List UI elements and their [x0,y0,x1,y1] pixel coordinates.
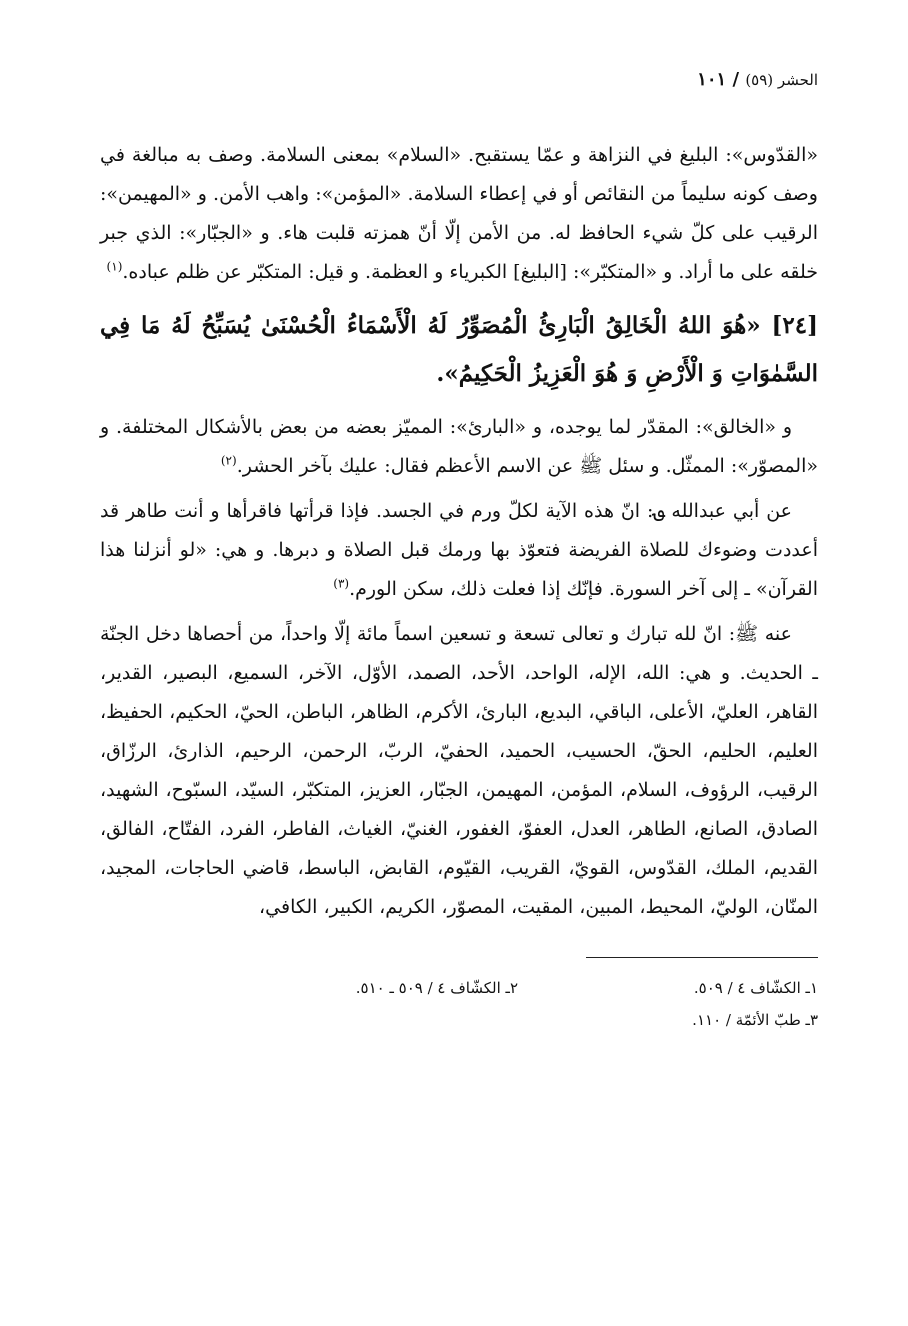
page [100,60,818,1036]
paragraph-4 [100,492,818,609]
page-number: / ١٠١ [697,69,740,90]
paragraph-text: «القدّوس»: البليغ في النزاهة و عمّا يستقبح. «السلام» بمعنى السلامة. وصف به مبالغة في وصف كونه سليماً من النقائص أو في إعطاء السلامة. «المؤمن»: واهب الأمن. و «المهيمن»: الرقيب على كلّ شيء الحافظ له. من الأمن إلّا أنّ همزته قلبت هاء. و «الجبّار»: الذي جبر خلقه على ما أراد. و «المتكبّر»: [البليغ] الكبرياء و العظمة. و قيل: المتكبّر عن ظلم عباده. [100,144,818,283]
paragraph-text: عن أبي عبدالله ؈: انّ هذه الآية لكلّ ورم في الجسد. فإذا قرأتها فاقرأها و أنت طاهر قد أعددت وضوءك للصلاة الفريضة فتعوّذ بها ورمك قبل الصلاة و دبرها. و هي: «لو أنزلنا هذا القرآن» ـ إلى آخر السورة. فإنّك إذا فعلت ذلك، سكن الورم. [100,500,818,600]
quran-verse [100,302,818,398]
footnote-row [100,1004,818,1036]
paragraph-3 [100,408,818,486]
footnote-ref: (٣) [333,576,350,591]
running-head-surah: الحشر (٥٩) [745,71,818,89]
paragraph-5 [100,615,818,927]
paragraph-1 [100,136,818,292]
verse-text: [٢٤] «هُوَ اللهُ الْخَالِقُ الْبَارِئُ الْمُصَوِّرُ لَهُ الْأَسْمَاءُ الْحُسْنَىٰ يُسَبِّحُ لَهُ مَا فِي السَّمٰوَاتِ وَ الْأَرْضِ وَ هُوَ الْعَزِيزُ الْحَكِيمُ». [100,312,818,387]
footnote-3: ٣ـ طبّ الأئمّة / ١١٠. [692,1011,818,1029]
paragraph-text: عنه ﷺ: انّ لله تبارك و تعالى تسعة و تسعين اسماً مائة إلّا واحداً، من أحصاها دخل الجنّة ـ الحديث. و هي: الله، الإله، الواحد، الأحد، الصمد، الأوّل، الآخر، السميع، البصير، القدير، القاهر، العليّ، الأعلى، الباقي، البديع، البارئ، الأكرم، الظاهر، الباطن، الحيّ، الحكيم، الحفيظ، العليم، الحليم، الحقّ، الحسيب، الحميد، الحفيّ، الربّ، الرحمن، الرحيم، الذارئ، الرزّاق، الرقيب، الرؤوف، السلام، المؤمن، المهيمن، الجبّار، العزيز، المتكبّر، السيّد، السبّوح، الشهيد، الصادق، الصانع، الطاهر، العدل، العفوّ، الغفور، الغنيّ، الغياث، الفاطر، الفرد، الفتّاح، الفالق، القديم، الملك، القدّوس، القويّ، القريب، القيّوم، القابض، الباسط، قاضي الحاجات، المجيد، المنّان، الوليّ، المحيط، المبين، المقيت، المصوّر، الكريم، الكبير، الكافي، [100,623,818,918]
footnote-ref: (٢) [220,453,237,468]
footnote-2: ٢ـ الكشّاف ٤ / ٥٠٩ ـ ٥١٠. [355,979,518,997]
footnote-divider [586,957,818,958]
footnote-ref: (١) [106,259,123,274]
footnote-1: ١ـ الكشّاف ٤ / ٥٠٩. [693,979,818,997]
page-header [100,60,818,100]
footnote-row [100,972,818,1004]
paragraph-text: و «الخالق»: المقدّر لما يوجده، و «البارئ»: المميّز بعضه من بعض بالأشكال المختلفة. و «المصوّر»: الممثّل. و سئل ﷺ عن الاسم الأعظم فقال: عليك بآخر الحشر. [100,416,818,477]
body-text [100,136,818,927]
footnotes [100,972,818,1036]
